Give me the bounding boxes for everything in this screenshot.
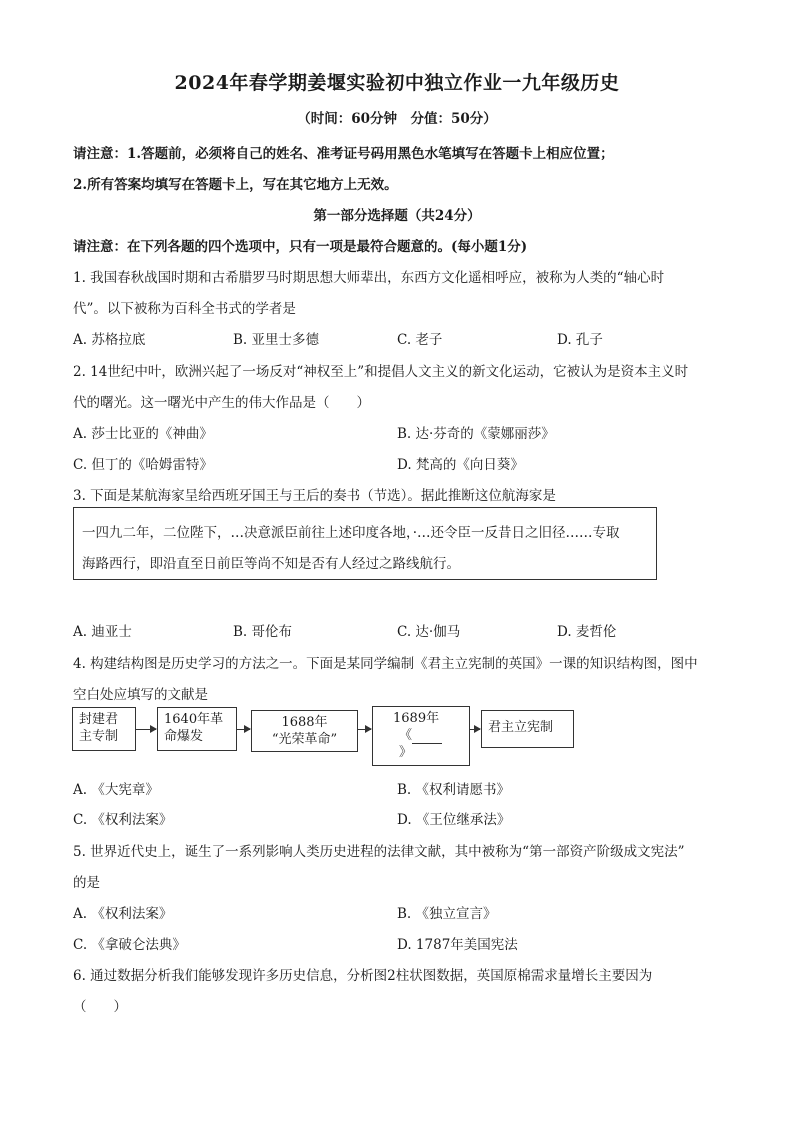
flow-box-3-line-1: 1688年 bbox=[281, 715, 328, 730]
question-2-option-a: A. 莎士比亚的《神曲》 bbox=[73, 426, 213, 442]
flow-arrow-4 bbox=[470, 729, 480, 730]
flow-arrow-2 bbox=[237, 729, 250, 730]
flow-box-1-line-1: 封建君 bbox=[79, 712, 119, 727]
flow-box-constitutional-monarchy bbox=[481, 710, 574, 748]
question-6-line-1: 6. 通过数据分析我们能够发现许多历史信息，分析图2柱状图数据，英国原棉需求量增长主要因为 bbox=[73, 968, 653, 984]
question-2-option-c: C. 但丁的《哈姆雷特》 bbox=[73, 457, 213, 473]
question-1-option-a: A. 苏格拉底 bbox=[73, 332, 146, 348]
notice-line-3: 请注意：在下列各题的四个选项中，只有一项是最符合题意的。(每小题1分) bbox=[73, 239, 528, 255]
flow-box-4-blank-line bbox=[379, 727, 463, 744]
flow-box-absolute-monarchy bbox=[72, 707, 136, 751]
question-3-quote-box bbox=[73, 507, 657, 580]
notice-line-1: 请注意：1.答题前，必须将自己的姓名、准考证号码用黑色水笔填写在答题卡上相应位置； bbox=[73, 146, 614, 162]
question-5-option-c: C. 《拿破仑法典》 bbox=[73, 937, 186, 953]
question-3-option-d: D. 麦哲伦 bbox=[557, 624, 617, 640]
question-5-line-1: 5. 世界近代史上，诞生了一系列影响人类历史进程的法律文献，其中被称为“第一部资产阶级成文宪法” bbox=[73, 844, 685, 860]
flow-box-1640-revolution bbox=[157, 707, 237, 751]
question-3-line-1: 3. 下面是某航海家呈给西班牙国王与王后的奏书（节选）。据此推断这位航海家是 bbox=[73, 488, 556, 504]
question-4-line-2: 空白处应填写的文献是 bbox=[73, 687, 208, 703]
question-3-option-b: B. 哥伦布 bbox=[233, 624, 293, 640]
question-5-option-b: B. 《独立宣言》 bbox=[397, 906, 497, 922]
flow-box-5-label: 君主立宪制 bbox=[488, 720, 554, 735]
question-1-line-1: 1. 我国春秋战国时期和古希腊罗马时期思想大师辈出，东西方文化遥相呼应，被称为人类的“轴心时 bbox=[73, 270, 665, 286]
question-3-option-a: A. 迪亚士 bbox=[73, 624, 132, 640]
notice-line-2: 2.所有答案均填写在答题卡上，写在其它地方上无效。 bbox=[73, 177, 398, 193]
question-4-option-c: C. 《权利法案》 bbox=[73, 812, 173, 828]
question-2-option-b: B. 达·芬奇的《蒙娜丽莎》 bbox=[397, 426, 555, 442]
flow-box-4-right-bracket: 》 bbox=[399, 745, 413, 760]
question-1-option-d: D. 孔子 bbox=[557, 332, 603, 348]
question-1-line-2: 代”。以下被称为百科全书式的学者是 bbox=[73, 301, 296, 317]
flow-box-1-line-2: 主专制 bbox=[79, 729, 119, 744]
question-3-option-c: C. 达·伽马 bbox=[397, 624, 461, 640]
quote-line-2: 海路西行，即沿直至日前臣等尚不知是否有人经过之路线航行。 bbox=[82, 556, 460, 572]
answer-blank bbox=[412, 731, 442, 744]
question-5-option-a: A. 《权利法案》 bbox=[73, 906, 173, 922]
question-4-option-a: A. 《大宪章》 bbox=[73, 782, 159, 798]
question-2-line-1: 2. 14世纪中叶，欧洲兴起了一场反对“神权至上”和提倡人文主义的新文化运动，它被认为是资本主义时 bbox=[73, 364, 689, 380]
exam-title: 2024年春学期姜堰实验初中独立作业一九年级历史 bbox=[174, 72, 620, 94]
question-2-option-d: D. 梵高的《向日葵》 bbox=[397, 457, 524, 473]
flow-box-2-line-2: 命爆发 bbox=[164, 729, 204, 744]
question-5-line-2: 的是 bbox=[73, 875, 100, 891]
flow-box-glorious-revolution bbox=[251, 710, 358, 752]
question-4-option-b: B. 《权利请愿书》 bbox=[397, 782, 511, 798]
question-4-line-1: 4. 构建结构图是历史学习的方法之一。下面是某同学编制《君主立宪制的英国》一课的知识结构图，图中 bbox=[73, 656, 698, 672]
question-6-line-2: （ ） bbox=[73, 999, 127, 1015]
flow-arrow-1 bbox=[136, 729, 156, 730]
exam-subtitle: （时间：60分钟 分值：50分） bbox=[297, 111, 497, 127]
flow-box-4-left-bracket: 《 bbox=[399, 728, 413, 743]
question-2-line-2: 代的曙光。这一曙光中产生的伟大作品是（ ） bbox=[73, 395, 370, 411]
part-one-heading: 第一部分选择题（共24分） bbox=[313, 208, 481, 224]
flow-box-1689-document bbox=[372, 706, 470, 766]
question-4-option-d: D. 《王位继承法》 bbox=[397, 812, 511, 828]
flow-arrow-3 bbox=[358, 729, 371, 730]
flow-box-2-line-1: 1640年革 bbox=[164, 712, 224, 727]
question-5-option-d: D. 1787年美国宪法 bbox=[397, 937, 518, 953]
flow-box-4-year: 1689年 bbox=[393, 711, 440, 726]
question-1-option-b: B. 亚里士多德 bbox=[233, 332, 320, 348]
flow-box-3-line-2: “光荣革命” bbox=[271, 732, 338, 747]
question-1-option-c: C. 老子 bbox=[397, 332, 443, 348]
quote-line-1: 一四九二年，二位陛下，…决意派臣前往上述印度各地，·…还令臣一反昔日之旧径……专取 bbox=[82, 525, 620, 541]
